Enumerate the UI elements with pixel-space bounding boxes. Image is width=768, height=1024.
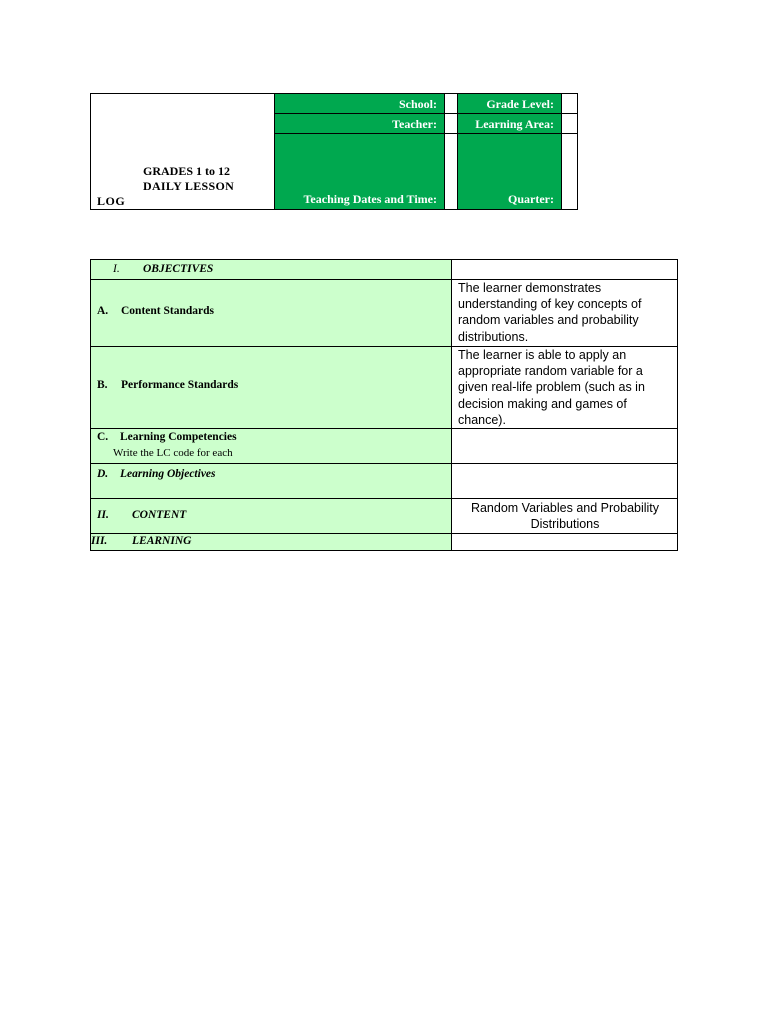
title-line-2: DAILY LESSON xyxy=(143,179,235,193)
performance-standards-value-cell[interactable] xyxy=(451,346,677,428)
dates-label-cell xyxy=(274,133,444,209)
content-section-number: II. xyxy=(97,509,109,521)
learning-objectives-letter: D. xyxy=(97,468,109,480)
performance-standards-text: The learner is able to apply an appropriate random variable for a given real-life problem (such as in decision making and games of chance). xyxy=(458,348,645,427)
objectives-table xyxy=(90,259,678,551)
learning-area-value-cell[interactable] xyxy=(561,113,577,133)
grade-level-label-cell xyxy=(457,94,561,113)
content-section-title: CONTENT xyxy=(132,509,187,521)
school-label-cell xyxy=(274,94,444,113)
header-table xyxy=(90,93,578,210)
learning-competencies-label-cell xyxy=(91,428,451,463)
learning-objectives-value-cell[interactable] xyxy=(451,463,677,498)
content-section-text: Random Variables and Probability Distributions xyxy=(470,501,660,532)
teacher-label-cell xyxy=(274,113,444,133)
school-label: School: xyxy=(398,97,437,111)
teaching-dates-label: Teaching Dates and Time: xyxy=(303,192,437,206)
learning-objectives-label-cell xyxy=(91,463,451,498)
grade-level-value-cell[interactable] xyxy=(561,94,577,113)
objectives-header-cell xyxy=(91,260,451,279)
learning-section-title: LEARNING xyxy=(132,535,192,547)
learning-competencies-label: Learning Competencies xyxy=(120,431,237,443)
content-standards-letter: A. xyxy=(97,305,109,317)
learning-section-label-cell xyxy=(91,533,451,550)
title-line-3: LOG xyxy=(97,194,126,208)
learning-objectives-label: Learning Objectives xyxy=(120,468,216,480)
dll-title xyxy=(91,94,274,209)
teacher-value-cell[interactable] xyxy=(444,113,457,133)
objectives-section-number: I. xyxy=(113,263,120,275)
content-standards-value-cell[interactable] xyxy=(451,279,677,346)
quarter-value-cell[interactable] xyxy=(561,133,577,209)
content-section-value-cell[interactable] xyxy=(451,498,677,533)
learning-area-label: Learning Area: xyxy=(475,117,554,131)
objectives-section-title: OBJECTIVES xyxy=(143,263,214,275)
grade-level-label: Grade Level: xyxy=(486,97,554,111)
teacher-label: Teacher: xyxy=(392,117,437,131)
learning-section-number: III. xyxy=(91,535,108,547)
dates-value-cell[interactable] xyxy=(444,133,457,209)
learning-competencies-letter: C. xyxy=(97,431,109,443)
performance-standards-label: Performance Standards xyxy=(121,379,239,391)
content-standards-label-cell xyxy=(91,279,451,346)
objectives-header-value[interactable] xyxy=(451,260,677,279)
quarter-label-cell xyxy=(457,133,561,209)
learning-competencies-note: Write the LC code for each xyxy=(113,447,233,459)
learning-section-value-cell[interactable] xyxy=(451,533,677,550)
content-section-label-cell xyxy=(91,498,451,533)
school-value-cell[interactable] xyxy=(444,94,457,113)
performance-standards-letter: B. xyxy=(97,379,108,391)
content-standards-text: The learner demonstrates understanding of key concepts of random variables and probability distributions. xyxy=(458,281,642,344)
title-line-1: GRADES 1 to 12 xyxy=(143,164,231,178)
content-standards-label: Content Standards xyxy=(121,305,214,317)
quarter-label: Quarter: xyxy=(508,192,554,206)
learning-competencies-value-cell[interactable] xyxy=(451,428,677,463)
performance-standards-label-cell xyxy=(91,346,451,428)
learning-area-label-cell xyxy=(457,113,561,133)
